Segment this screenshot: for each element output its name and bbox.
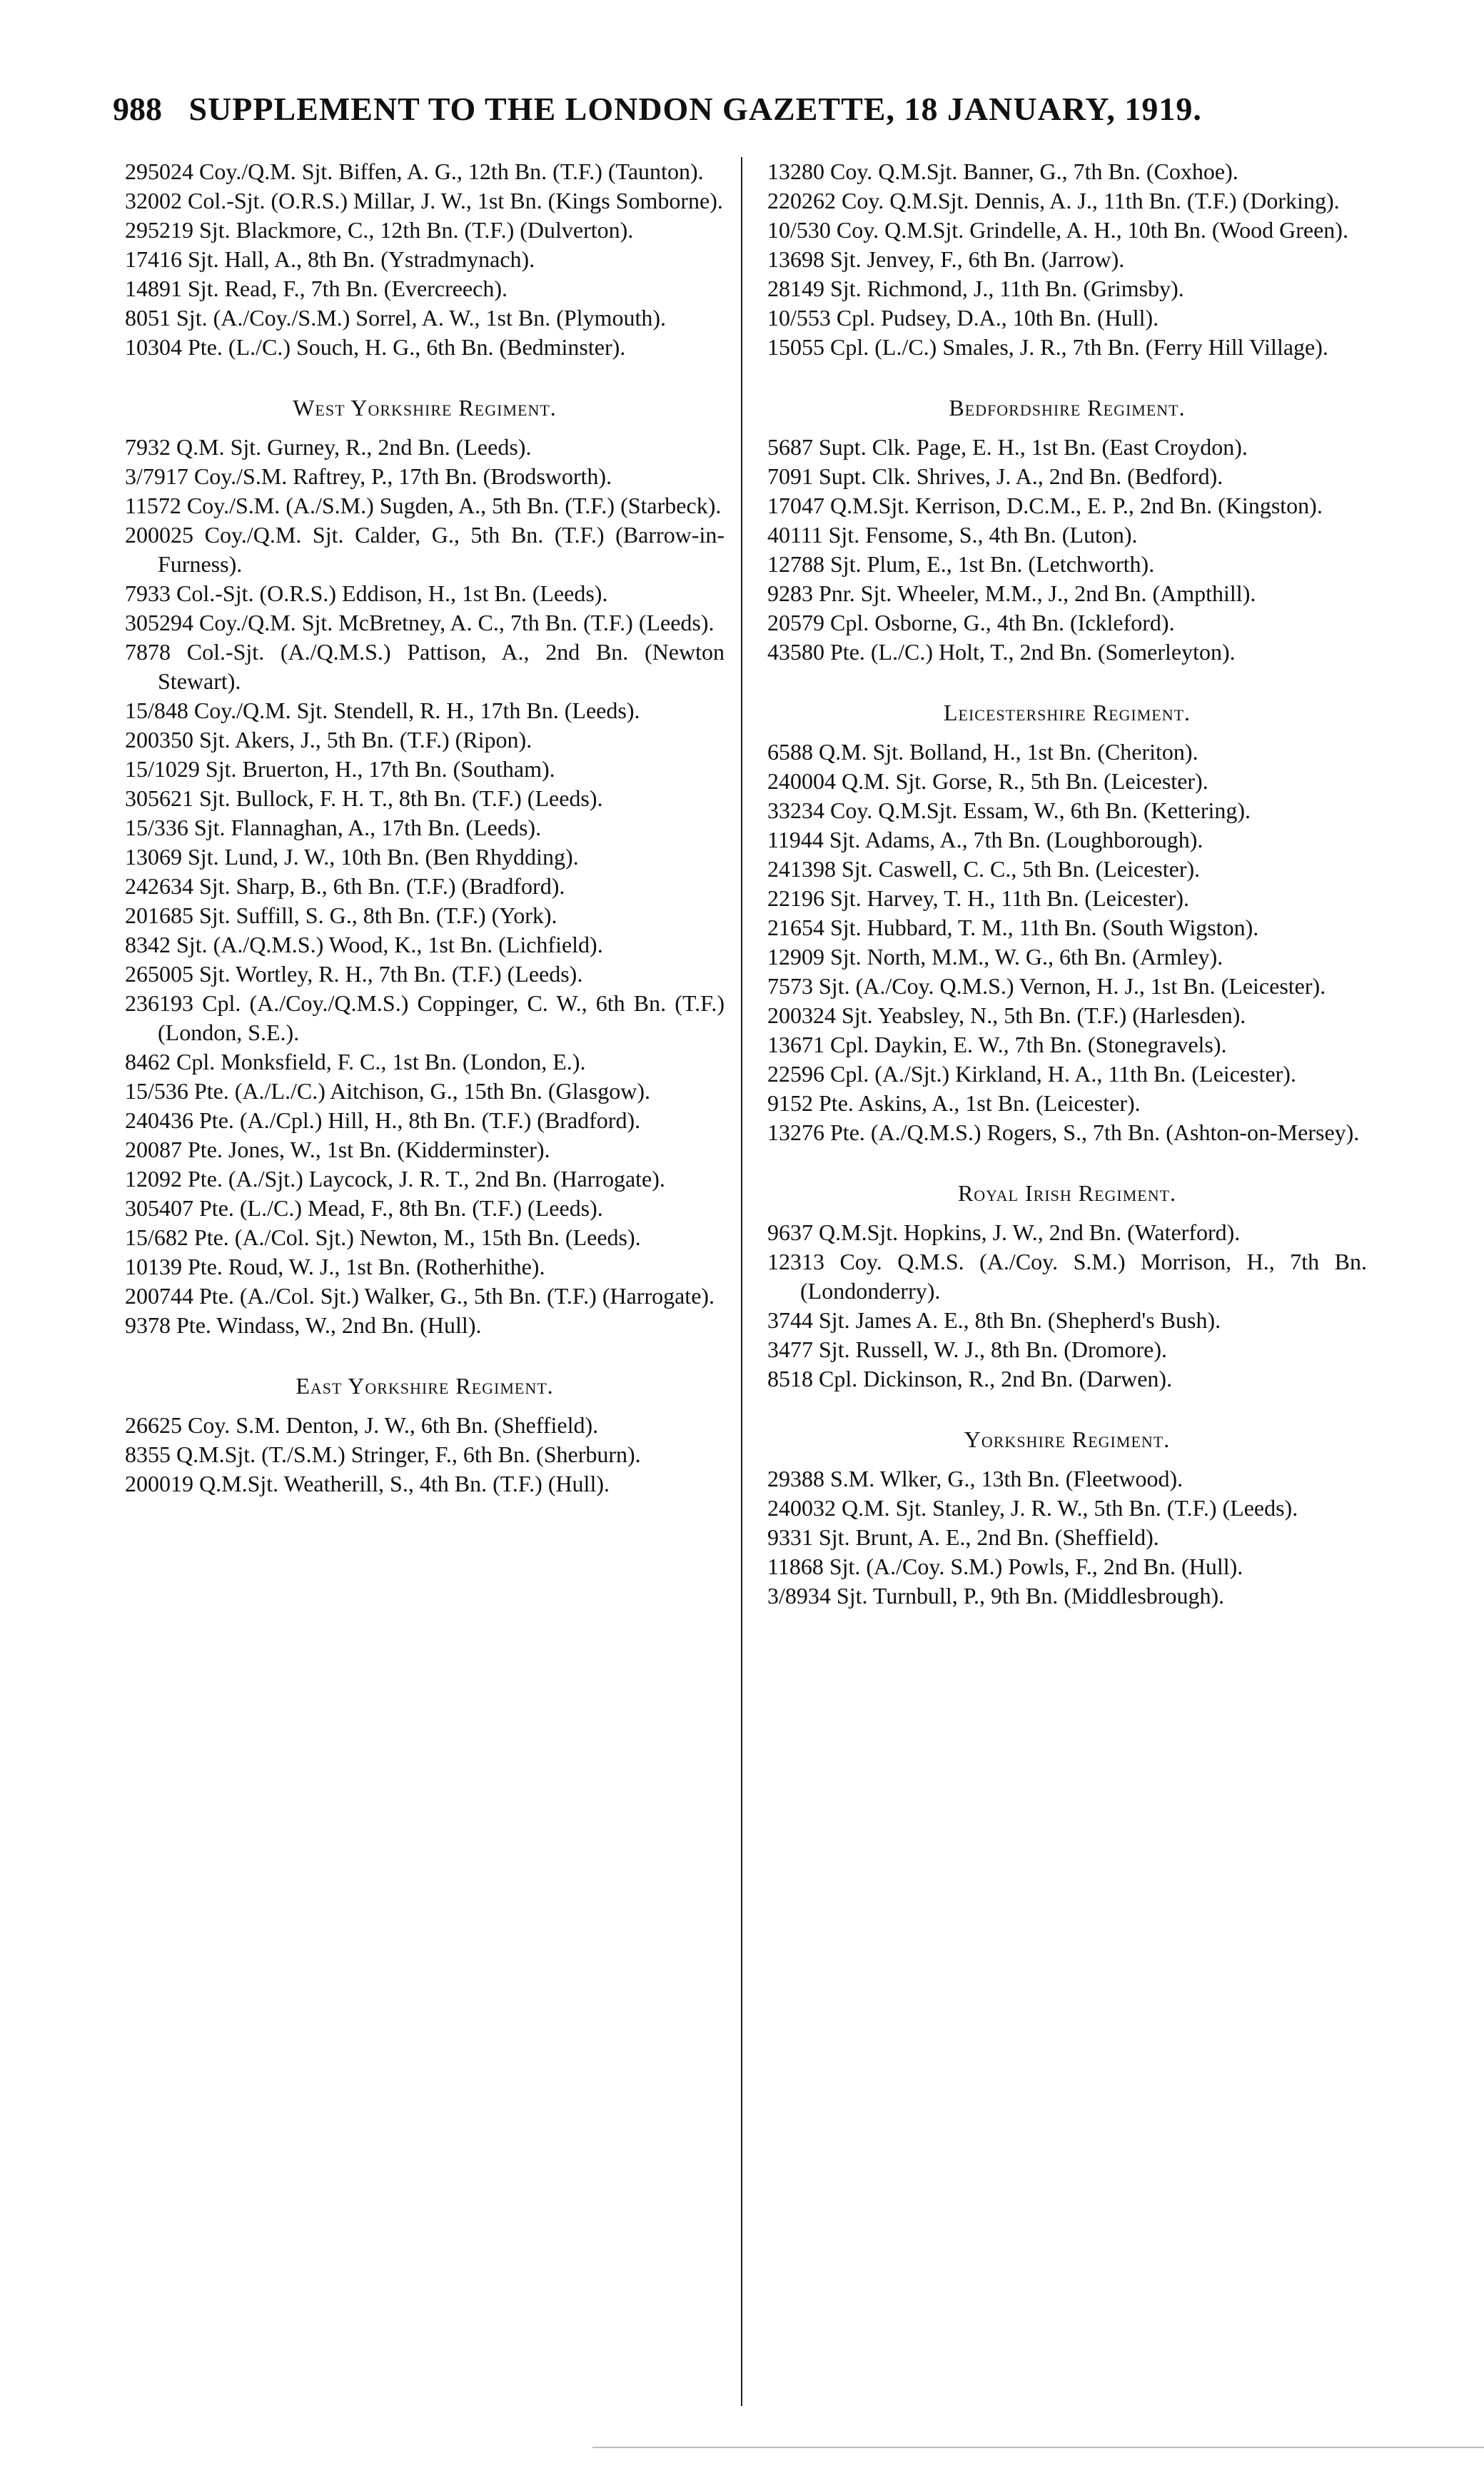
section-title-bedfordshire: Bedfordshire Regiment. (949, 395, 1186, 421)
list-item: 33234 Coy. Q.M.Sjt. Essam, W., 6th Bn. (Kettering). (767, 797, 1251, 823)
list-item: 12092 Pte. (A./Sjt.) Laycock, J. R. T., 2nd Bn. (Harrogate). (125, 1166, 665, 1192)
page-header (113, 84, 1369, 134)
section-title-royal-irish: Royal Irish Regiment. (957, 1180, 1177, 1206)
list-item: 200744 Pte. (A./Col. Sjt.) Walker, G., 5th Bn. (T.F.) (Harrogate). (125, 1283, 715, 1309)
list-item: 9378 Pte. Windass, W., 2nd Bn. (Hull). (125, 1312, 482, 1338)
list-item: 13276 Pte. (A./Q.M.S.) Rogers, S., 7th Bn. (Ashton-on-Mersey). (767, 1119, 1360, 1145)
list-item: 13698 Sjt. Jenvey, F., 6th Bn. (Jarrow). (767, 246, 1125, 272)
list-item: 13069 Sjt. Lund, J. W., 10th Bn. (Ben Rhydding). (125, 844, 579, 870)
list-item: 3477 Sjt. Russell, W. J., 8th Bn. (Dromore). (767, 1337, 1168, 1362)
list-item: 3/7917 Coy./S.M. Raftrey, P., 17th Bn. (Brodsworth). (125, 463, 612, 489)
list-item: 200324 Sjt. Yeabsley, N., 5th Bn. (T.F.) (Harlesden). (767, 1002, 1246, 1028)
list-item: 28149 Sjt. Richmond, J., 11th Bn. (Grimsby). (767, 276, 1184, 301)
list-item: 11572 Coy./S.M. (A./S.M.) Sugden, A., 5th Bn. (T.F.) (Starbeck). (125, 493, 722, 518)
list-item: 40111 Sjt. Fensome, S., 4th Bn. (Luton). (767, 522, 1138, 548)
list-item: 15/536 Pte. (A./L./C.) Aitchison, G., 15th Bn. (Glasgow). (125, 1078, 650, 1104)
section-title-yorkshire: Yorkshire Regiment. (964, 1426, 1171, 1452)
list-item: 15/682 Pte. (A./Col. Sjt.) Newton, M., 15th Bn. (Leeds). (125, 1224, 641, 1250)
list-item: 7933 Col.-Sjt. (O.R.S.) Eddison, H., 1st Bn. (Leeds). (125, 580, 608, 606)
list-item: 200025 Coy./Q.M. Sjt. Calder, G., 5th Bn. (T.F.) (Barrow-in-Furness). (125, 522, 725, 577)
section-title-west-yorkshire: West Yorkshire Regiment. (293, 395, 557, 421)
left-column (125, 157, 725, 1499)
list-item: 265005 Sjt. Wortley, R. H., 7th Bn. (T.F.) (Leeds). (125, 961, 583, 987)
list-item: 9637 Q.M.Sjt. Hopkins, J. W., 2nd Bn. (Waterford). (767, 1219, 1241, 1245)
list-item: 241398 Sjt. Caswell, C. C., 5th Bn. (Leicester). (767, 856, 1201, 882)
list-item: 17416 Sjt. Hall, A., 8th Bn. (Ystradmynach). (125, 246, 535, 272)
list-item: 11868 Sjt. (A./Coy. S.M.) Powls, F., 2nd Bn. (Hull). (767, 1554, 1243, 1579)
list-item: 7932 Q.M. Sjt. Gurney, R., 2nd Bn. (Leeds). (125, 434, 532, 460)
list-item: 201685 Sjt. Suffill, S. G., 8th Bn. (T.F.) (York). (125, 902, 557, 928)
list-item: 240004 Q.M. Sjt. Gorse, R., 5th Bn. (Leicester). (767, 768, 1208, 794)
page-number: 988 (113, 91, 162, 127)
list-item: 295024 Coy./Q.M. Sjt. Biffen, A. G., 12th Bn. (T.F.) (Taunton). (125, 158, 704, 184)
list-item: 3/8934 Sjt. Turnbull, P., 9th Bn. (Middlesbrough). (767, 1583, 1225, 1609)
list-item: 15/848 Coy./Q.M. Sjt. Stendell, R. H., 17th Bn. (Leeds). (125, 698, 640, 723)
list-item: 3744 Sjt. James A. E., 8th Bn. (Shepherd's Bush). (767, 1307, 1221, 1333)
list-item: 12788 Sjt. Plum, E., 1st Bn. (Letchworth). (767, 551, 1155, 577)
list-item: 11944 Sjt. Adams, A., 7th Bn. (Loughborough). (767, 827, 1203, 852)
list-item: 200350 Sjt. Akers, J., 5th Bn. (T.F.) (Ripon). (125, 727, 532, 753)
list-item: 13280 Coy. Q.M.Sjt. Banner, G., 7th Bn. (Coxhoe). (767, 158, 1238, 184)
column-divider (741, 157, 742, 2406)
list-group (125, 433, 725, 1340)
list-item: 5687 Supt. Clk. Page, E. H., 1st Bn. (East Croydon). (767, 434, 1248, 460)
list-item: 240032 Q.M. Sjt. Stanley, J. R. W., 5th Bn. (T.F.) (Leeds). (767, 1495, 1298, 1521)
bottom-rule (592, 2447, 1484, 2448)
list-group (767, 1464, 1367, 1611)
list-item: 15055 Cpl. (L./C.) Smales, J. R., 7th Bn. (Ferry Hill Village). (767, 334, 1328, 360)
list-item: 200019 Q.M.Sjt. Weatherill, S., 4th Bn. (T.F.) (Hull). (125, 1471, 610, 1496)
list-item: 12909 Sjt. North, M.M., W. G., 6th Bn. (Armley). (767, 944, 1223, 970)
list-item: 305621 Sjt. Bullock, F. H. T., 8th Bn. (T.F.) (Leeds). (125, 785, 603, 811)
list-item: 7878 Col.-Sjt. (A./Q.M.S.) Pattison, A., 2nd Bn. (Newton Stewart). (125, 639, 725, 694)
list-group (767, 157, 1367, 362)
list-item: 12313 Coy. Q.M.S. (A./Coy. S.M.) Morrison, H., 7th Bn. (Londonderry). (767, 1249, 1367, 1304)
list-item: 10/530 Coy. Q.M.Sjt. Grindelle, A. H., 10th Bn. (Wood Green). (767, 217, 1348, 243)
list-item: 13671 Cpl. Daykin, E. W., 7th Bn. (Stonegravels). (767, 1032, 1227, 1057)
list-item: 22596 Cpl. (A./Sjt.) Kirkland, H. A., 11th Bn. (Leicester). (767, 1061, 1296, 1087)
list-item: 15/336 Sjt. Flannaghan, A., 17th Bn. (Leeds). (125, 815, 542, 840)
list-group (767, 433, 1367, 667)
list-item: 43580 Pte. (L./C.) Holt, T., 2nd Bn. (Somerleyton). (767, 639, 1236, 665)
list-item: 20087 Pte. Jones, W., 1st Bn. (Kidderminster). (125, 1137, 550, 1162)
list-item: 305407 Pte. (L./C.) Mead, F., 8th Bn. (T.F.) (Leeds). (125, 1195, 603, 1221)
section-title-east-yorkshire: East Yorkshire Regiment. (296, 1373, 554, 1399)
list-item: 240436 Pte. (A./Cpl.) Hill, H., 8th Bn. (T.F.) (Bradford). (125, 1107, 641, 1133)
list-group (767, 738, 1367, 1147)
list-item: 305294 Coy./Q.M. Sjt. McBretney, A. C., 7th Bn. (T.F.) (Leeds). (125, 610, 715, 635)
list-item: 10304 Pte. (L./C.) Souch, H. G., 6th Bn. (Bedminster). (125, 334, 626, 360)
list-item: 32002 Col.-Sjt. (O.R.S.) Millar, J. W., 1st Bn. (Kings Somborne). (125, 188, 723, 213)
list-item: 8462 Cpl. Monksfield, F. C., 1st Bn. (London, E.). (125, 1049, 586, 1075)
list-item: 8355 Q.M.Sjt. (T./S.M.) Stringer, F., 6th Bn. (Sherburn). (125, 1441, 641, 1467)
list-item: 8342 Sjt. (A./Q.M.S.) Wood, K., 1st Bn. (Lichfield). (125, 932, 603, 957)
list-item: 6588 Q.M. Sjt. Bolland, H., 1st Bn. (Cheriton). (767, 739, 1198, 765)
list-item: 10139 Pte. Roud, W. J., 1st Bn. (Rotherhithe). (125, 1254, 545, 1279)
list-item: 7573 Sjt. (A./Coy. Q.M.S.) Vernon, H. J., 1st Bn. (Leicester). (767, 973, 1326, 999)
list-item: 7091 Supt. Clk. Shrives, J. A., 2nd Bn. (Bedford). (767, 463, 1223, 489)
list-item: 295219 Sjt. Blackmore, C., 12th Bn. (T.F.) (Dulverton). (125, 217, 634, 243)
list-item: 21654 Sjt. Hubbard, T. M., 11th Bn. (South Wigston). (767, 915, 1259, 940)
list-group (125, 157, 725, 362)
list-group (125, 1411, 725, 1499)
list-item: 22196 Sjt. Harvey, T. H., 11th Bn. (Leicester). (767, 885, 1189, 911)
section-title-leicestershire: Leicestershire Regiment. (943, 700, 1191, 725)
list-item: 26625 Coy. S.M. Denton, J. W., 6th Bn. (Sheffield). (125, 1412, 599, 1438)
list-item: 9331 Sjt. Brunt, A. E., 2nd Bn. (Sheffield). (767, 1524, 1159, 1550)
list-item: 9152 Pte. Askins, A., 1st Bn. (Leicester). (767, 1090, 1141, 1116)
list-item: 17047 Q.M.Sjt. Kerrison, D.C.M., E. P., 2nd Bn. (Kingston). (767, 493, 1323, 518)
list-item: 9283 Pnr. Sjt. Wheeler, M.M., J., 2nd Bn. (Ampthill). (767, 580, 1256, 606)
right-column (767, 157, 1367, 1611)
list-item: 8518 Cpl. Dickinson, R., 2nd Bn. (Darwen). (767, 1366, 1173, 1391)
list-item: 10/553 Cpl. Pudsey, D.A., 10th Bn. (Hull). (767, 305, 1159, 331)
list-item: 20579 Cpl. Osborne, G., 4th Bn. (Ickleford). (767, 610, 1175, 635)
list-item: 8051 Sjt. (A./Coy./S.M.) Sorrel, A. W., 1st Bn. (Plymouth). (125, 305, 666, 331)
list-item: 242634 Sjt. Sharp, B., 6th Bn. (T.F.) (Bradford). (125, 873, 565, 899)
page-title: SUPPLEMENT TO THE LONDON GAZETTE, 18 JANUARY, 1919. (188, 91, 1202, 127)
list-item: 15/1029 Sjt. Bruerton, H., 17th Bn. (Southam). (125, 756, 555, 782)
list-group (767, 1218, 1367, 1394)
list-item: 29388 S.M. Wlker, G., 13th Bn. (Fleetwood). (767, 1466, 1183, 1491)
list-item: 14891 Sjt. Read, F., 7th Bn. (Evercreech). (125, 276, 508, 301)
list-item: 220262 Coy. Q.M.Sjt. Dennis, A. J., 11th Bn. (T.F.) (Dorking). (767, 188, 1340, 213)
list-item: 236193 Cpl. (A./Coy./Q.M.S.) Coppinger, C. W., 6th Bn. (T.F.) (London, S.E.). (125, 990, 725, 1045)
